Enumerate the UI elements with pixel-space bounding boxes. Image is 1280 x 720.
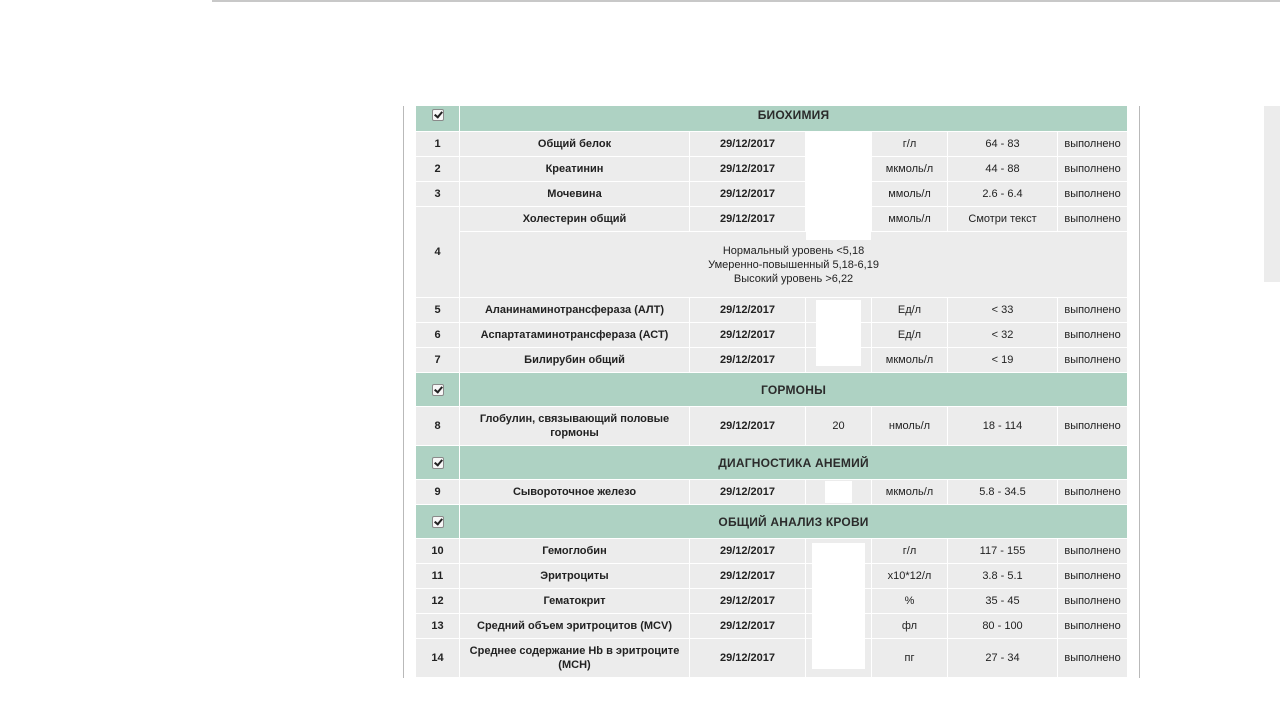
test-date: 29/12/2017 <box>690 589 806 614</box>
redaction <box>806 206 871 240</box>
top-divider <box>212 0 1280 2</box>
test-date: 29/12/2017 <box>690 207 806 232</box>
unit: фл <box>872 614 948 639</box>
redaction <box>812 563 865 589</box>
reference-range: 2.6 - 6.4 <box>948 182 1058 207</box>
scrollbar-track[interactable] <box>1264 106 1280 282</box>
cholesterol-note <box>460 232 1128 298</box>
unit: мкмоль/л <box>872 157 948 182</box>
status: выполнено <box>1058 589 1128 614</box>
reference-range: 44 - 88 <box>948 157 1058 182</box>
test-date: 29/12/2017 <box>690 480 806 505</box>
unit: пг <box>872 639 948 678</box>
table-row-partial <box>416 678 1128 679</box>
results-panel <box>403 106 1140 678</box>
row-number: 8 <box>416 407 460 446</box>
result-value <box>806 614 872 639</box>
section-checkbox[interactable] <box>416 446 460 480</box>
cell <box>948 678 1058 679</box>
row-number: 3 <box>416 182 460 207</box>
cell <box>416 678 460 679</box>
redaction <box>816 322 861 348</box>
test-date: 29/12/2017 <box>690 298 806 323</box>
test-name: Средний объем эритроцитов (MCV) <box>460 614 690 639</box>
test-date: 29/12/2017 <box>690 407 806 446</box>
section-header-cbc <box>416 505 1128 539</box>
checkbox-icon[interactable] <box>432 384 444 396</box>
unit: нмоль/л <box>872 407 948 446</box>
test-date: 29/12/2017 <box>690 348 806 373</box>
row-number: 6 <box>416 323 460 348</box>
redaction <box>816 347 861 366</box>
test-name: Глобулин, связывающий половые гормоны <box>460 407 690 446</box>
row-number: 5 <box>416 298 460 323</box>
results-table <box>415 106 1128 678</box>
status: выполнено <box>1058 157 1128 182</box>
checkbox-icon[interactable] <box>432 516 444 528</box>
redaction <box>825 481 852 503</box>
unit: x10*12/л <box>872 564 948 589</box>
reference-range: 5.8 - 34.5 <box>948 480 1058 505</box>
result-value <box>806 157 872 182</box>
unit: ммоль/л <box>872 182 948 207</box>
test-date: 29/12/2017 <box>690 157 806 182</box>
test-name: Креатинин <box>460 157 690 182</box>
result-value <box>806 539 872 564</box>
redaction <box>812 613 865 639</box>
result-value <box>806 323 872 348</box>
cell <box>806 678 872 679</box>
unit: % <box>872 589 948 614</box>
table-row <box>416 407 1128 446</box>
result-value <box>806 480 872 505</box>
checkbox-icon[interactable] <box>432 457 444 469</box>
status: выполнено <box>1058 132 1128 157</box>
test-date: 29/12/2017 <box>690 614 806 639</box>
table-row <box>416 639 1128 678</box>
result-value <box>806 182 872 207</box>
table-row <box>416 323 1128 348</box>
test-date: 29/12/2017 <box>690 539 806 564</box>
cell <box>690 678 806 679</box>
status: выполнено <box>1058 323 1128 348</box>
section-title: ГОРМОНЫ <box>460 373 1128 407</box>
test-name: Аспартатаминотрансфераза (АСТ) <box>460 323 690 348</box>
result-value: 20 <box>806 407 872 446</box>
table-row <box>416 298 1128 323</box>
test-name: Эритроциты <box>460 564 690 589</box>
reference-range: 35 - 45 <box>948 589 1058 614</box>
redaction <box>812 543 865 564</box>
reference-range: 117 - 155 <box>948 539 1058 564</box>
test-name: Среднее содержание Hb в эритроците (MCH) <box>460 639 690 678</box>
row-number: 7 <box>416 348 460 373</box>
row-number: 2 <box>416 157 460 182</box>
reference-range: < 19 <box>948 348 1058 373</box>
unit: мкмоль/л <box>872 348 948 373</box>
unit: мкмоль/л <box>872 480 948 505</box>
status: выполнено <box>1058 639 1128 678</box>
reference-range: 18 - 114 <box>948 407 1058 446</box>
reference-range: 80 - 100 <box>948 614 1058 639</box>
unit: г/л <box>872 539 948 564</box>
section-title: БИОХИМИЯ <box>460 106 1128 132</box>
section-header-anemia <box>416 446 1128 480</box>
unit: Ед/л <box>872 323 948 348</box>
result-value <box>806 589 872 614</box>
test-date: 29/12/2017 <box>690 639 806 678</box>
table-row <box>416 564 1128 589</box>
status: выполнено <box>1058 207 1128 232</box>
table-row <box>416 589 1128 614</box>
status: выполнено <box>1058 614 1128 639</box>
status: выполнено <box>1058 407 1128 446</box>
note-line: Нормальный уровень <5,18 <box>722 244 865 257</box>
test-date: 29/12/2017 <box>690 323 806 348</box>
redaction <box>816 300 861 323</box>
test-date: 29/12/2017 <box>690 564 806 589</box>
row-number: 9 <box>416 480 460 505</box>
reference-range: Смотри текст <box>948 207 1058 232</box>
result-value <box>806 298 872 323</box>
section-title: ОБЩИЙ АНАЛИЗ КРОВИ <box>460 505 1128 539</box>
test-name: Сывороточное железо <box>460 480 690 505</box>
reference-range: < 33 <box>948 298 1058 323</box>
reference-range: 27 - 34 <box>948 639 1058 678</box>
table-row <box>416 539 1128 564</box>
test-name: Гематокрит <box>460 589 690 614</box>
test-name: Билирубин общий <box>460 348 690 373</box>
section-title: ДИАГНОСТИКА АНЕМИЙ <box>460 446 1128 480</box>
result-value <box>806 639 872 678</box>
section-checkbox[interactable] <box>416 106 460 132</box>
status: выполнено <box>1058 298 1128 323</box>
unit: г/л <box>872 132 948 157</box>
result-value <box>806 348 872 373</box>
reference-range: 3.8 - 5.1 <box>948 564 1058 589</box>
result-value <box>806 132 872 157</box>
reference-range: 64 - 83 <box>948 132 1058 157</box>
row-number: 14 <box>416 639 460 678</box>
checkbox-icon[interactable] <box>432 109 444 121</box>
unit: ммоль/л <box>872 207 948 232</box>
table-row <box>416 348 1128 373</box>
test-name: Гемоглобин <box>460 539 690 564</box>
redaction <box>806 181 871 207</box>
table-row <box>416 480 1128 505</box>
row-number: 12 <box>416 589 460 614</box>
cell <box>872 678 948 679</box>
status: выполнено <box>1058 348 1128 373</box>
section-checkbox[interactable] <box>416 505 460 539</box>
status: выполнено <box>1058 182 1128 207</box>
table-row <box>416 132 1128 157</box>
result-value <box>806 564 872 589</box>
row-number: 13 <box>416 614 460 639</box>
test-date: 29/12/2017 <box>690 132 806 157</box>
row-number: 11 <box>416 564 460 589</box>
redaction <box>806 131 871 157</box>
cell <box>460 678 690 679</box>
table-row <box>416 182 1128 207</box>
note-line: Высокий уровень >6,22 <box>733 272 854 285</box>
redaction <box>806 156 871 182</box>
status: выполнено <box>1058 480 1128 505</box>
test-date: 29/12/2017 <box>690 182 806 207</box>
row-number: 10 <box>416 539 460 564</box>
test-name: Общий белок <box>460 132 690 157</box>
row-number: 4 <box>416 207 460 298</box>
note-line: Умеренно-повышенный 5,18-6,19 <box>708 258 879 271</box>
redaction <box>812 588 865 614</box>
row-number: 1 <box>416 132 460 157</box>
table-row <box>416 157 1128 182</box>
table-row <box>416 207 1128 232</box>
status: выполнено <box>1058 539 1128 564</box>
result-value <box>806 207 872 232</box>
test-name: Мочевина <box>460 182 690 207</box>
reference-range: < 32 <box>948 323 1058 348</box>
unit: Ед/л <box>872 298 948 323</box>
test-name: Аланинаминотрансфераза (АЛТ) <box>460 298 690 323</box>
section-header-hormones <box>416 373 1128 407</box>
section-header-biochemistry <box>416 106 1128 132</box>
redaction <box>812 638 865 669</box>
test-name: Холестерин общий <box>460 207 690 232</box>
comment-row <box>416 232 1128 298</box>
section-checkbox[interactable] <box>416 373 460 407</box>
status: выполнено <box>1058 564 1128 589</box>
table-row <box>416 614 1128 639</box>
cell <box>1058 678 1128 679</box>
